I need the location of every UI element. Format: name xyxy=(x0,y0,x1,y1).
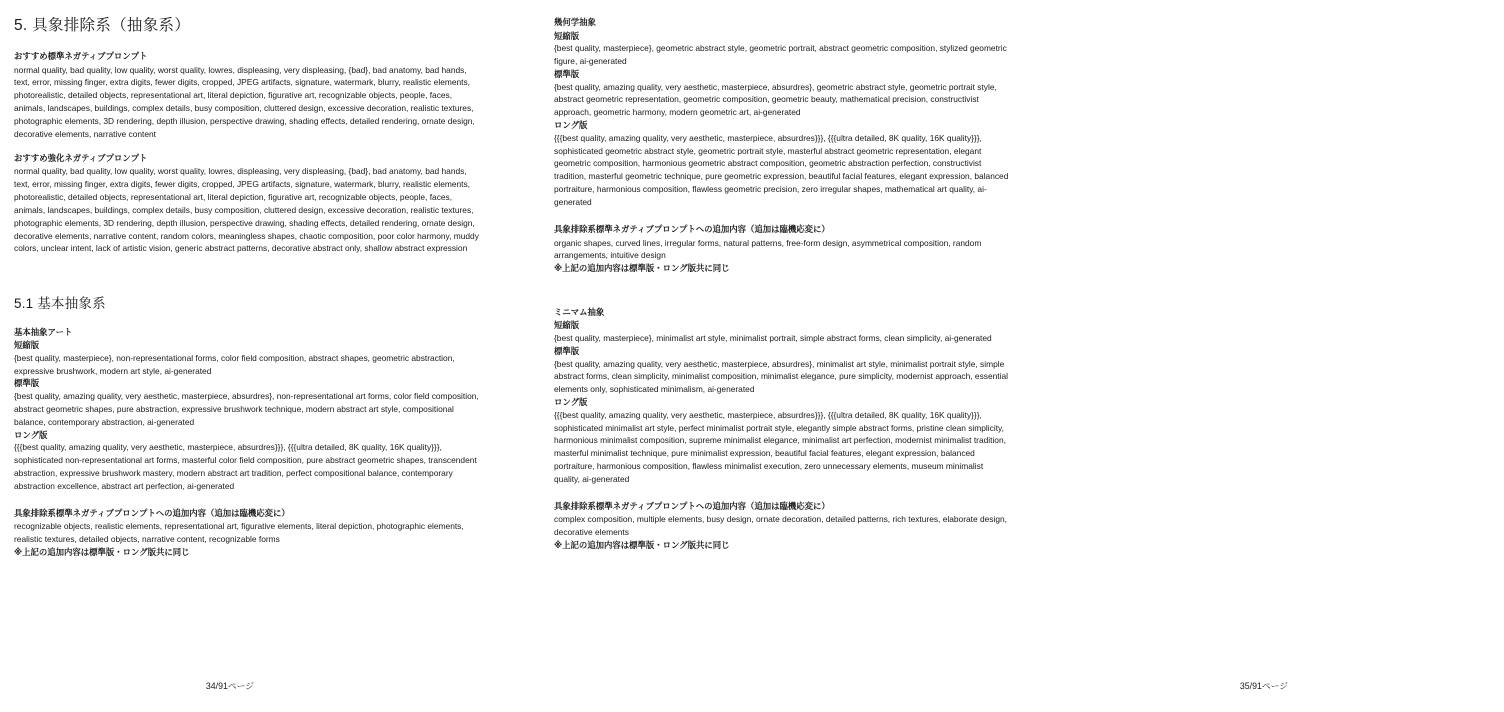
spacer xyxy=(14,255,484,295)
entry-heading: 幾何学抽象 xyxy=(554,17,596,27)
recommended-standard-negative-text: normal quality, bad quality, low quality, worst quality, lowres, displeasing, very displeasing, {bad}, bad anatomy, bad hands, text, error, missing finger, extra digits, fewer digits, cropped, JPEG artifacts, signature, watermark, blurry, realistic elements, photorealistic, detailed objects, representational art, literal depiction, figurative art, recognizable objects, people, faces, animals, landscapes, buildings, complex details, busy composition, cluttered design, excessive decoration, realistic textures, photographic elements, 3D rendering, depth illusion, perspective drawing, shading effects, detailed rendering, ornate design, decorative elements, narrative content xyxy=(14,64,475,139)
page-number-left: 34/91ページ xyxy=(205,681,255,691)
addition-heading: 具象排除系標準ネガティブプロンプトへの追加内容（追加は臨機応変に） xyxy=(14,507,290,518)
spacer xyxy=(554,486,1010,500)
entry-standard-text: {best quality, amazing quality, very aesthetic, masterpiece, absurdres}, non-representational art forms, color field composition, abstract geometric shapes, pure abstraction, expressive brushwork technique, modern abstract art style, compositional balance, contemporary abstraction, ai-generated xyxy=(14,391,479,427)
addition-note: ※上記の追加内容は標準版・ロング版共に同じ xyxy=(14,547,190,558)
label-long: ロング版 xyxy=(554,120,588,131)
addition-heading: 具象排除系標準ネガティブプロンプトへの追加内容（追加は臨機応変に） xyxy=(554,500,830,511)
label-standard: 標準版 xyxy=(14,378,40,389)
entry-basic-abstract-art xyxy=(14,326,484,559)
spacer xyxy=(554,275,1010,306)
spacer xyxy=(14,493,484,507)
entry-heading: 基本抽象アート xyxy=(14,326,73,337)
label-short: 短縮版 xyxy=(554,320,580,331)
minimal-addition-text: complex composition, multiple elements, busy design, ornate decoration, detailed patterns, rich textures, elaborate design, decorative elements xyxy=(554,514,1007,538)
spacer xyxy=(14,141,484,152)
geometric-standard-text: {best quality, amazing quality, very aesthetic, masterpiece, absurdres}, geometric abstract style, geometric portrait style, abstract geometric representation, geometric composition, geometric beauty, mathematical precision, constructivist approach, geometric harmony, modern geometric art, ai-generated xyxy=(554,81,997,118)
entry-minimal-abstract xyxy=(554,306,1010,552)
page-number-right: 35/91ページ xyxy=(1239,681,1289,691)
recommended-enhanced-negative-text: normal quality, bad quality, low quality, worst quality, lowres, displeasing, very displeasing, {bad}, bad anatomy, bad hands, text, error, missing finger, extra digits, fewer digits, cropped, JPEG artifacts, signature, watermark, blurry, realistic elements, photorealistic, detailed objects, representational art, literal depiction, figurative art, recognizable objects, people, faces, animals, landscapes, buildings, complex details, busy composition, cluttered design, excessive decoration, realistic textures, photographic elements, 3D rendering, depth illusion, perspective drawing, shading effects, detailed rendering, ornate design, decorative elements, narrative content, random colors, meaningless shapes, chaotic composition, poor color harmony, muddy colors, unclear intent, lack of artistic vision, generic abstract patterns, decorative abstract only, shallow abstract expression xyxy=(14,166,479,254)
label-long: ロング版 xyxy=(554,397,588,408)
recommended-standard-negative-block xyxy=(14,50,484,141)
entry-addition-text: recognizable objects, realistic elements, representational art, figurative elements, literal depiction, photographic elements, realistic textures, detailed objects, narrative content, recognizable forms xyxy=(14,521,464,545)
page-left xyxy=(0,0,512,712)
entry-geometric-abstract xyxy=(554,16,1010,275)
recommended-enhanced-negative-heading: おすすめ強化ネガティブプロンプト xyxy=(14,152,148,163)
addition-heading: 具象排除系標準ネガティブプロンプトへの追加内容（追加は臨機応変に） xyxy=(554,223,830,234)
minimal-long-text: {{{best quality, amazing quality, very aesthetic, masterpiece, absurdres}}}, {{{ultra detailed, 8K quality, 16K quality}}}, sophisticated minimalist art style, perfect minimalist portrait style, elegantly simple abstract forms, pristine clean simplicity, harmonious minimalist composition, supreme minimalist elegance, minimalist art perfection, modernist minimalist tradition, masterful minimalist technique, pure minimalist expression, beautiful facial features, elegant expression, balanced portraiture, harmonious composition, flawless minimalist execution, zero unnecessary elements, museum minimalist quality, ai-generated xyxy=(554,409,1006,484)
geometric-addition-text: organic shapes, curved lines, irregular forms, natural patterns, free-form design, asymmetrical composition, random arrangements, intuitive design xyxy=(554,237,982,261)
addition-note: ※上記の追加内容は標準版・ロング版共に同じ xyxy=(554,263,730,274)
label-short: 短縮版 xyxy=(14,340,40,351)
chapter-title: 5. 具象排除系（抽象系） xyxy=(14,17,191,34)
minimal-standard-text: {best quality, amazing quality, very aesthetic, masterpiece, absurdres}, minimalist art style, minimalist portrait style, simple abstract forms, clean simplicity, minimalist composition, minimalist elegance, pure simplicity, modernist approach, essential elements only, sophisticated minimalism, ai-generated xyxy=(554,358,1008,395)
addition-note: ※上記の追加内容は標準版・ロング版共に同じ xyxy=(554,540,730,551)
entry-short-text: {best quality, masterpiece}, non-representational forms, color field composition, abstract shapes, geometric abstraction, expressive brushwork, modern art style, ai-generated xyxy=(14,352,455,376)
geometric-short-text: {best quality, masterpiece}, geometric abstract style, geometric portrait, abstract geometric composition, stylized geometric figure, ai-generated xyxy=(554,43,1007,67)
entry-heading: ミニマム抽象 xyxy=(554,306,605,317)
label-short: 短縮版 xyxy=(554,30,580,41)
spacer xyxy=(554,209,1010,223)
section-title: 5.1 基本抽象系 xyxy=(14,296,106,312)
page-right xyxy=(512,0,1289,712)
label-standard: 標準版 xyxy=(554,68,580,79)
geometric-long-text: {{{best quality, amazing quality, very aesthetic, masterpiece, absurdres}}}, {{{ultra detailed, 8K quality, 16K quality}}}, sophisticated geometric abstract style, geometric portrait style, masterful abstract geometric representation, elegant geometric composition, harmonious geometric abstract composition, geometric abstraction perfection, constructivist tradition, masterful geometric technique, pure geometric expression, beautiful facial features, elegant expression, balanced portraiture, harmonious composition, flawless geometric precision, zero irregular shapes, mathematical art quality, ai-generated xyxy=(554,132,1009,208)
recommended-standard-negative-heading: おすすめ標準ネガティブプロンプト xyxy=(14,50,148,61)
label-long: ロング版 xyxy=(14,429,48,440)
recommended-enhanced-negative-block xyxy=(14,152,484,256)
entry-long-text: {{{best quality, amazing quality, very aesthetic, masterpiece, absurdres}}}, {{{ultra detailed, 8K quality, 16K quality}}}, sophisticated non-representational art forms, masterful color field composition, pure abstract geometric shapes, transcendent abstraction, expressive brushwork mastery, modern abstract art tradition, perfect compositional balance, contemporary abstraction excellence, abstract art perfection, ai-generated xyxy=(14,442,477,491)
minimal-short-text: {best quality, masterpiece}, minimalist art style, minimalist portrait, simple abstract forms, clean simplicity, ai-generated xyxy=(554,333,992,344)
label-standard: 標準版 xyxy=(554,345,580,356)
